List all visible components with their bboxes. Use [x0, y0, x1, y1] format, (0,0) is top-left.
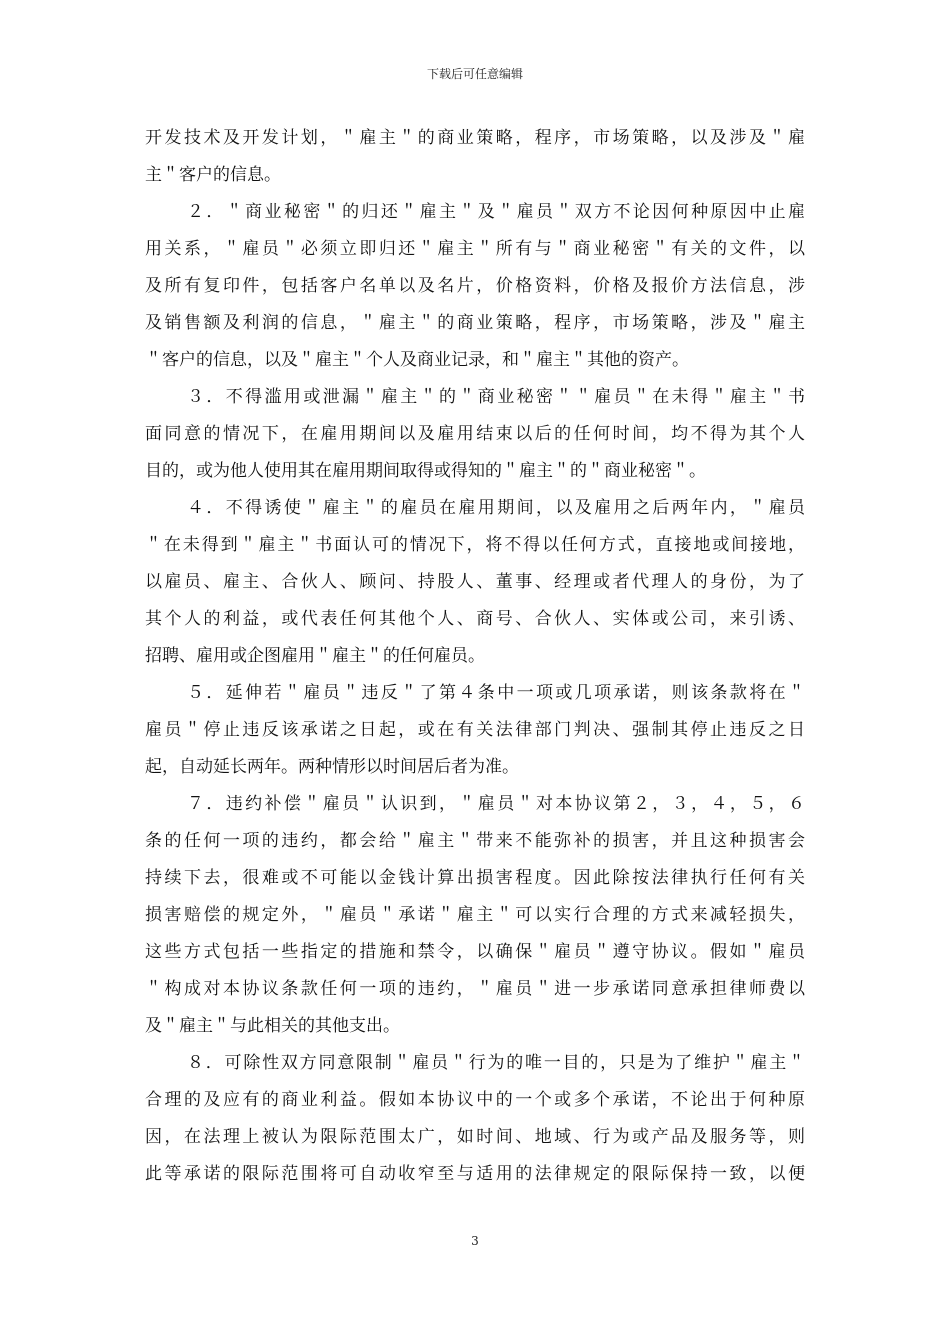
text-line: ５．延伸若＂雇员＂违反＂了第４条中一项或几项承诺，则该条款将在＂ — [187, 683, 805, 703]
text-line: 雇员＂停止违反该承诺之日起，或在有关法律部门判决、强制其停止违反之日 — [145, 720, 805, 740]
text-line: 主＂客户的信息。 — [145, 165, 281, 185]
text-line: 招聘、雇用或企图雇用＂雇主＂的任何雇员。 — [145, 646, 485, 666]
paragraph-continuation — [145, 120, 805, 194]
text-line: ３．不得滥用或泄漏＂雇主＂的＂商业秘密＂＂雇员＂在未得＂雇主＂书 — [187, 387, 805, 407]
text-line: ２．＂商业秘密＂的归还＂雇主＂及＂雇员＂双方不论因何种原因中止雇 — [187, 202, 805, 222]
text-line: 起，自动延长两年。两种情形以时间居后者为准。 — [145, 757, 519, 777]
text-line: 以雇员、雇主、合伙人、顾问、持股人、董事、经理或者代理人的身份，为了 — [145, 572, 805, 592]
text-line: 目的，或为他人使用其在雇用期间取得或得知的＂雇主＂的＂商业秘密＂。 — [145, 461, 706, 481]
clause-2-paragraph — [145, 194, 805, 379]
text-line: 及所有复印件，包括客户名单以及名片，价格资料，价格及报价方法信息，涉 — [145, 276, 805, 296]
text-line: 合理的及应有的商业利益。假如本协议中的一个或多个承诺，不论出于何种原 — [145, 1090, 805, 1110]
clause-3-paragraph — [145, 379, 805, 490]
text-line: ８．可除性双方同意限制＂雇员＂行为的唯一目的，只是为了维护＂雇主＂ — [187, 1053, 805, 1073]
text-line: 面同意的情况下，在雇用期间以及雇用结束以后的任何时间，均不得为其个人 — [145, 424, 805, 444]
clause-8-paragraph — [145, 1045, 805, 1193]
text-line: ７．违约补偿＂雇员＂认识到，＂雇员＂对本协议第２，３，４，５，６ — [187, 794, 805, 814]
page-number: 3 — [471, 1234, 479, 1248]
text-line: 及＂雇主＂与此相关的其他支出。 — [145, 1016, 400, 1036]
text-line: ＂在未得到＂雇主＂书面认可的情况下，将不得以任何方式，直接地或间接地， — [145, 535, 805, 555]
text-line: 损害赔偿的规定外，＂雇员＂承诺＂雇主＂可以实行合理的方式来减轻损失， — [145, 905, 805, 925]
text-line: ４．不得诱使＂雇主＂的雇员在雇用期间，以及雇用之后两年内，＂雇员 — [187, 498, 805, 518]
text-line: 这些方式包括一些指定的措施和禁令，以确保＂雇员＂遵守协议。假如＂雇员 — [145, 942, 805, 962]
text-line: 用关系，＂雇员＂必须立即归还＂雇主＂所有与＂商业秘密＂有关的文件，以 — [145, 239, 805, 259]
text-line: 及销售额及利润的信息，＂雇主＂的商业策略，程序，市场策略，涉及＂雇主 — [145, 313, 805, 333]
text-line: 持续下去，很难或不可能以金钱计算出损害程度。因此除按法律执行任何有关 — [145, 868, 805, 888]
text-line: 此等承诺的限际范围将可自动收窄至与适用的法律规定的限际保持一致，以便 — [145, 1164, 805, 1184]
clause-4-paragraph — [145, 490, 805, 675]
text-line: 因，在法理上被认为限际范围太广，如时间、地域、行为或产品及服务等，则 — [145, 1127, 805, 1147]
text-line: 开发技术及开发计划，＂雇主＂的商业策略，程序，市场策略，以及涉及＂雇 — [145, 128, 805, 148]
page-header: 下载后可任意编辑 — [426, 67, 523, 81]
text-line: ＂构成对本协议条款任何一项的违约，＂雇员＂进一步承诺同意承担律师费以 — [145, 979, 805, 999]
document-body — [145, 120, 805, 1193]
text-line: 条的任何一项的违约，都会给＂雇主＂带来不能弥补的损害，并且这种损害会 — [145, 831, 805, 851]
text-line: 其个人的利益，或代表任何其他个人、商号、合伙人、实体或公司，来引诱、 — [145, 609, 805, 629]
text-line: ＂客户的信息，以及＂雇主＂个人及商业记录，和＂雇主＂其他的资产。 — [145, 350, 689, 370]
clause-5-paragraph — [145, 675, 805, 786]
clause-7-paragraph — [145, 786, 805, 1045]
